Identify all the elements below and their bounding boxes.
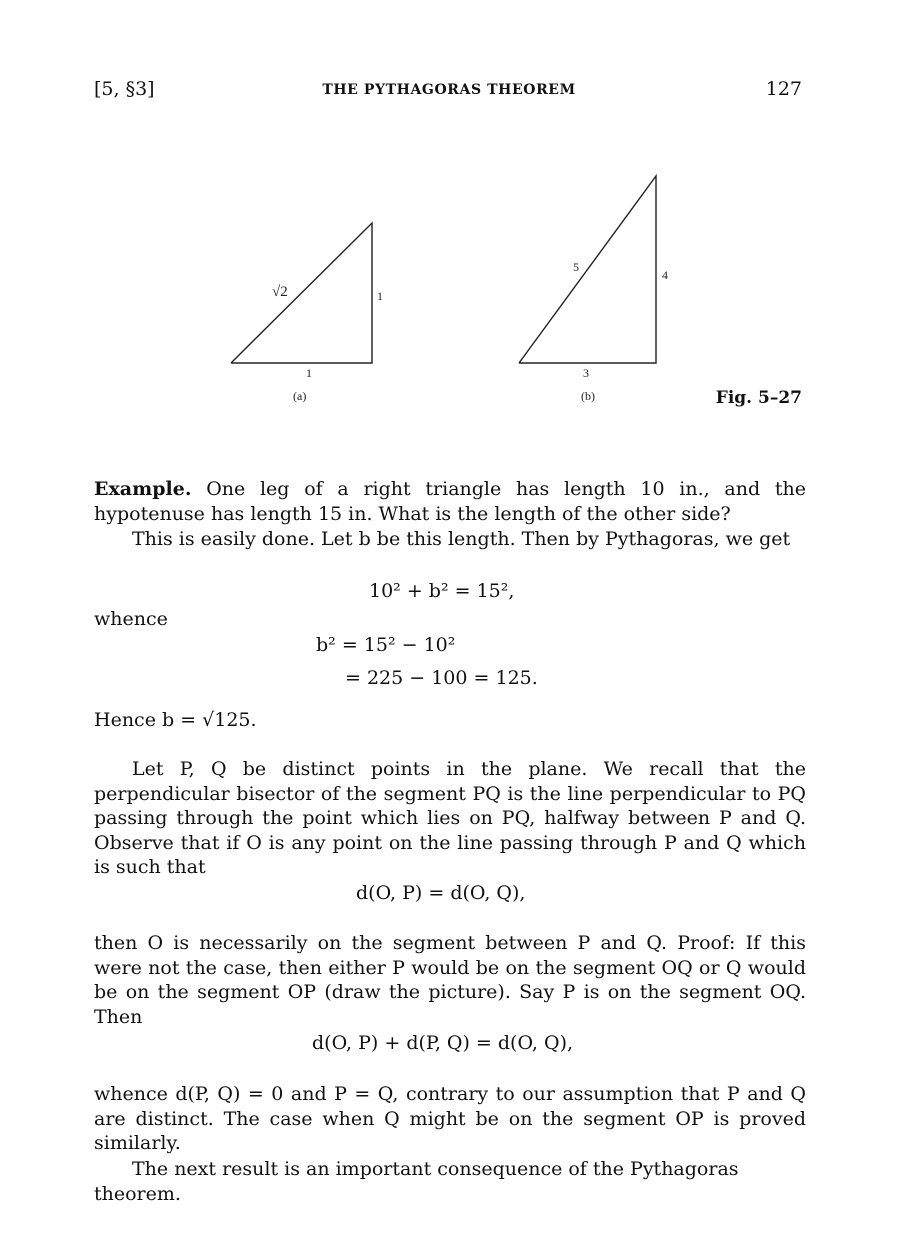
triangle-b-hypotenuse-label: 5 (573, 260, 579, 274)
triangle-a-caption: (a) (293, 389, 307, 403)
triangle-b-base-label: 3 (583, 366, 589, 380)
page-number: 127 (765, 78, 802, 100)
figure-right-triangles (0, 0, 898, 420)
triangle-b (519, 176, 668, 403)
triangle-a-base-label: 1 (306, 366, 312, 380)
equation-3: = 225 − 100 = 125. (345, 667, 538, 689)
triangle-b-caption: (b) (581, 389, 595, 403)
proof-paragraph: then O is necessarily on the segment between P and Q. Proof: If this were not the case, then either P would be on the segment OQ or Q would be on the segment OP (draw the picture). Say P is on the segment OQ. Then (94, 932, 806, 1028)
example-heading: Example. (94, 478, 192, 500)
section-reference: [5, §3] (94, 78, 155, 100)
example-paragraph (94, 477, 806, 526)
triangle-a-leg-label: 1 (377, 289, 383, 303)
conclusion-paragraph: whence d(P, Q) = 0 and P = Q, contrary to our assumption that P and Q are distinct. The case when Q might be on the segment OP is proved similarly. (94, 1083, 806, 1154)
closing-sentence: The next result is an important consequence of the Pythagoras theorem. (94, 1158, 739, 1205)
bisector-paragraph: Let P, Q be distinct points in the plane. We recall that the perpendicular bisector of the segment PQ is the line perpendicular to PQ passing through the point which lies on PQ, halfway between P and Q. Observe that if O is any point on the line passing through P and Q which is such that (94, 758, 806, 878)
running-title: THE PYTHAGORAS THEOREM (322, 82, 576, 98)
equation-5: d(O, P) + d(P, Q) = d(O, Q), (312, 1032, 574, 1054)
hence-line: Hence b = √125. (94, 709, 257, 731)
example-line2: This is easily done. Let b be this length. Then by Pythagoras, we get (132, 528, 791, 550)
triangle-a-hypotenuse-label: √2 (272, 284, 288, 300)
whence-label: whence (94, 608, 168, 630)
triangle-a (231, 223, 383, 403)
equation-1: 10² + b² = 15², (369, 580, 515, 602)
equation-4: d(O, P) = d(O, Q), (356, 882, 526, 904)
triangle-a-outline (231, 223, 372, 363)
triangle-b-leg-label: 4 (662, 268, 668, 282)
equation-2: b² = 15² − 10² (316, 634, 456, 656)
example-text: One leg of a right triangle has length 10 in., and the hypotenuse has length 15 in. What is the length of the other side? (94, 478, 806, 525)
triangle-b-outline (519, 176, 656, 363)
figure-label: Fig. 5–27 (715, 388, 802, 408)
